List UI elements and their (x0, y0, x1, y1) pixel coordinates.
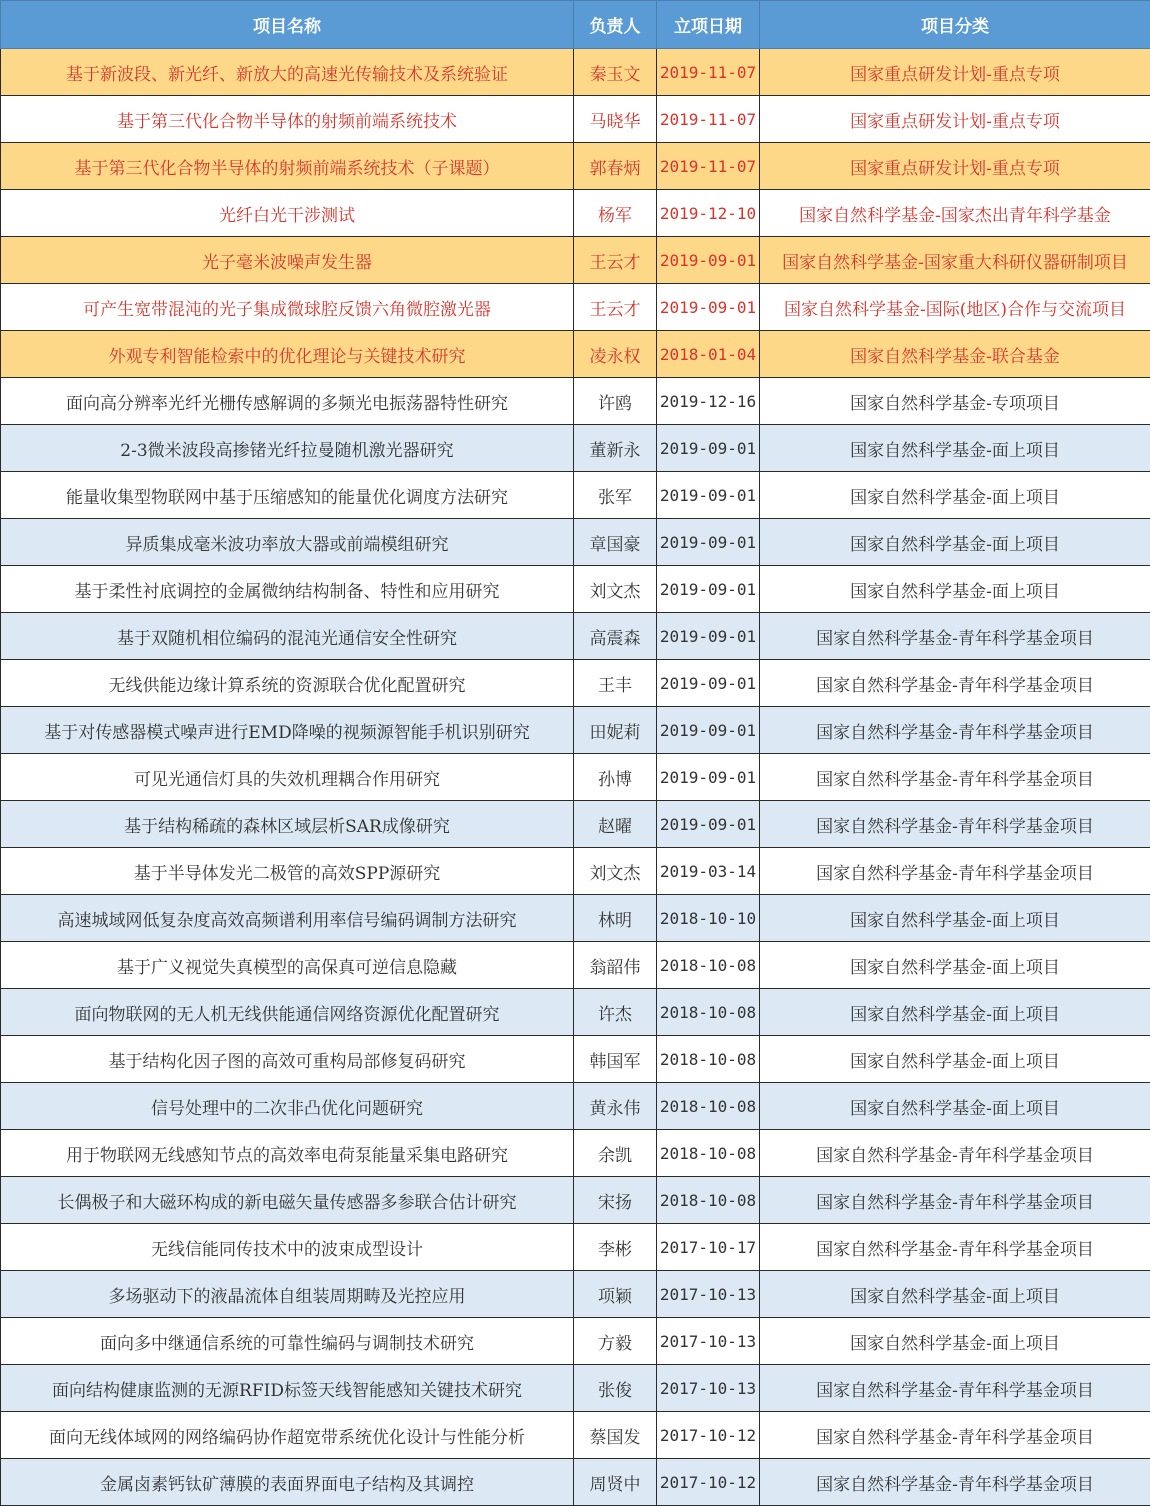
date-cell: 2019-09-01 (657, 284, 760, 331)
category-cell: 国家自然科学基金-青年科学基金项目 (760, 1365, 1150, 1412)
project-name-cell: 基于结构化因子图的高效可重构局部修复码研究 (1, 1036, 574, 1083)
date-cell: 2017-10-12 (657, 1412, 760, 1459)
category-cell: 国家自然科学基金-青年科学基金项目 (760, 613, 1150, 660)
owner-cell: 秦玉文 (574, 49, 657, 96)
owner-cell: 蔡国发 (574, 1412, 657, 1459)
date-cell: 2019-09-01 (657, 566, 760, 613)
project-name-cell: 面向高分辨率光纤光栅传感解调的多频光电振荡器特性研究 (1, 378, 574, 425)
owner-cell: 翁韶伟 (574, 942, 657, 989)
category-cell: 国家重点研发计划-重点专项 (760, 96, 1150, 143)
project-name-cell: 光纤白光干涉测试 (1, 190, 574, 237)
category-cell: 国家自然科学基金-专项项目 (760, 378, 1150, 425)
header-category: 项目分类 (760, 1, 1150, 49)
date-cell: 2018-10-08 (657, 1130, 760, 1177)
table-row (1, 284, 1150, 331)
owner-cell: 孙博 (574, 754, 657, 801)
owner-cell: 方毅 (574, 1318, 657, 1365)
date-cell: 2019-09-01 (657, 519, 760, 566)
table-row (1, 96, 1150, 143)
owner-cell: 田妮莉 (574, 707, 657, 754)
category-cell: 国家自然科学基金-面上项目 (760, 425, 1150, 472)
table-row (1, 1177, 1150, 1224)
owner-cell: 宋扬 (574, 1177, 657, 1224)
owner-cell: 董新永 (574, 425, 657, 472)
table-row (1, 1271, 1150, 1318)
date-cell: 2017-10-13 (657, 1318, 760, 1365)
owner-cell: 高震森 (574, 613, 657, 660)
project-name-cell: 基于半导体发光二极管的高效SPP源研究 (1, 848, 574, 895)
date-cell: 2018-10-08 (657, 1177, 760, 1224)
project-name-cell: 可产生宽带混沌的光子集成微球腔反馈六角微腔激光器 (1, 284, 574, 331)
date-cell: 2018-01-04 (657, 331, 760, 378)
owner-cell: 许鸥 (574, 378, 657, 425)
category-cell: 国家自然科学基金-青年科学基金项目 (760, 754, 1150, 801)
project-name-cell: 面向多中继通信系统的可靠性编码与调制技术研究 (1, 1318, 574, 1365)
header-date: 立项日期 (657, 1, 760, 49)
owner-cell: 黄永伟 (574, 1083, 657, 1130)
table-row (1, 49, 1150, 96)
project-name-cell: 基于新波段、新光纤、新放大的高速光传输技术及系统验证 (1, 49, 574, 96)
project-name-cell: 多场驱动下的液晶流体自组装周期畴及光控应用 (1, 1271, 574, 1318)
category-cell: 国家自然科学基金-面上项目 (760, 566, 1150, 613)
owner-cell: 李彬 (574, 1224, 657, 1271)
category-cell: 国家重点研发计划-重点专项 (760, 143, 1150, 190)
project-name-cell: 基于双随机相位编码的混沌光通信安全性研究 (1, 613, 574, 660)
owner-cell: 余凯 (574, 1130, 657, 1177)
category-cell: 国家自然科学基金-面上项目 (760, 1318, 1150, 1365)
date-cell: 2018-10-10 (657, 895, 760, 942)
owner-cell: 凌永权 (574, 331, 657, 378)
table-row (1, 519, 1150, 566)
date-cell: 2018-10-08 (657, 942, 760, 989)
category-cell: 国家自然科学基金-青年科学基金项目 (760, 1177, 1150, 1224)
table-row (1, 378, 1150, 425)
project-name-cell: 能量收集型物联网中基于压缩感知的能量优化调度方法研究 (1, 472, 574, 519)
owner-cell: 王云才 (574, 284, 657, 331)
table-row (1, 566, 1150, 613)
category-cell: 国家自然科学基金-青年科学基金项目 (760, 660, 1150, 707)
category-cell: 国家自然科学基金-青年科学基金项目 (760, 1224, 1150, 1271)
category-cell: 国家自然科学基金-国家杰出青年科学基金 (760, 190, 1150, 237)
owner-cell: 王云才 (574, 237, 657, 284)
header-project-name: 项目名称 (1, 1, 574, 49)
table-row (1, 1036, 1150, 1083)
table-row (1, 143, 1150, 190)
category-cell: 国家自然科学基金-青年科学基金项目 (760, 848, 1150, 895)
table-row (1, 1083, 1150, 1130)
project-name-cell: 可见光通信灯具的失效机理耦合作用研究 (1, 754, 574, 801)
owner-cell: 周贤中 (574, 1459, 657, 1506)
owner-cell: 郭春炳 (574, 143, 657, 190)
project-name-cell: 基于结构稀疏的森林区域层析SAR成像研究 (1, 801, 574, 848)
date-cell: 2017-10-17 (657, 1224, 760, 1271)
table-row (1, 1224, 1150, 1271)
project-name-cell: 用于物联网无线感知节点的高效率电荷泵能量采集电路研究 (1, 1130, 574, 1177)
table-row (1, 1130, 1150, 1177)
owner-cell: 刘文杰 (574, 566, 657, 613)
category-cell: 国家自然科学基金-青年科学基金项目 (760, 1130, 1150, 1177)
category-cell: 国家自然科学基金-青年科学基金项目 (760, 801, 1150, 848)
category-cell: 国家自然科学基金-面上项目 (760, 1083, 1150, 1130)
category-cell: 国家自然科学基金-面上项目 (760, 989, 1150, 1036)
table-row (1, 1459, 1150, 1506)
date-cell: 2019-09-01 (657, 754, 760, 801)
date-cell: 2017-10-13 (657, 1365, 760, 1412)
header-row (1, 1, 1150, 49)
project-name-cell: 高速城域网低复杂度高效高频谱利用率信号编码调制方法研究 (1, 895, 574, 942)
date-cell: 2018-10-08 (657, 989, 760, 1036)
owner-cell: 马晓华 (574, 96, 657, 143)
table-header (1, 1, 1150, 49)
category-cell: 国家自然科学基金-面上项目 (760, 895, 1150, 942)
date-cell: 2018-10-08 (657, 1083, 760, 1130)
project-name-cell: 2-3微米波段高掺锗光纤拉曼随机激光器研究 (1, 425, 574, 472)
owner-cell: 林明 (574, 895, 657, 942)
project-name-cell: 面向结构健康监测的无源RFID标签天线智能感知关键技术研究 (1, 1365, 574, 1412)
project-name-cell: 面向无线体域网的网络编码协作超宽带系统优化设计与性能分析 (1, 1412, 574, 1459)
table-row (1, 472, 1150, 519)
date-cell: 2019-12-16 (657, 378, 760, 425)
date-cell: 2019-03-14 (657, 848, 760, 895)
table-row (1, 660, 1150, 707)
date-cell: 2019-09-01 (657, 237, 760, 284)
date-cell: 2017-10-12 (657, 1459, 760, 1506)
owner-cell: 章国豪 (574, 519, 657, 566)
table-row (1, 237, 1150, 284)
date-cell: 2019-09-01 (657, 707, 760, 754)
table-row (1, 895, 1150, 942)
date-cell: 2018-10-08 (657, 1036, 760, 1083)
owner-cell: 杨军 (574, 190, 657, 237)
project-name-cell: 基于柔性衬底调控的金属微纳结构制备、特性和应用研究 (1, 566, 574, 613)
table-row (1, 942, 1150, 989)
table-row (1, 848, 1150, 895)
date-cell: 2019-09-01 (657, 472, 760, 519)
table-row (1, 801, 1150, 848)
table-row (1, 1365, 1150, 1412)
category-cell: 国家自然科学基金-国际(地区)合作与交流项目 (760, 284, 1150, 331)
project-name-cell: 无线信能同传技术中的波束成型设计 (1, 1224, 574, 1271)
date-cell: 2017-10-13 (657, 1271, 760, 1318)
date-cell: 2019-09-01 (657, 801, 760, 848)
date-cell: 2019-09-01 (657, 660, 760, 707)
category-cell: 国家自然科学基金-面上项目 (760, 472, 1150, 519)
category-cell: 国家自然科学基金-国家重大科研仪器研制项目 (760, 237, 1150, 284)
category-cell: 国家自然科学基金-青年科学基金项目 (760, 1459, 1150, 1506)
owner-cell: 刘文杰 (574, 848, 657, 895)
project-name-cell: 光子毫米波噪声发生器 (1, 237, 574, 284)
owner-cell: 项颖 (574, 1271, 657, 1318)
category-cell: 国家自然科学基金-联合基金 (760, 331, 1150, 378)
category-cell: 国家重点研发计划-重点专项 (760, 49, 1150, 96)
project-name-cell: 基于第三代化合物半导体的射频前端系统技术 (1, 96, 574, 143)
owner-cell: 赵曜 (574, 801, 657, 848)
project-name-cell: 信号处理中的二次非凸优化问题研究 (1, 1083, 574, 1130)
project-name-cell: 无线供能边缘计算系统的资源联合优化配置研究 (1, 660, 574, 707)
table-row (1, 190, 1150, 237)
table-row (1, 613, 1150, 660)
project-name-cell: 金属卤素钙钛矿薄膜的表面界面电子结构及其调控 (1, 1459, 574, 1506)
project-name-cell: 基于广义视觉失真模型的高保真可逆信息隐藏 (1, 942, 574, 989)
table-row (1, 1412, 1150, 1459)
date-cell: 2019-11-07 (657, 49, 760, 96)
owner-cell: 张俊 (574, 1365, 657, 1412)
category-cell: 国家自然科学基金-面上项目 (760, 519, 1150, 566)
date-cell: 2019-11-07 (657, 143, 760, 190)
header-owner: 负责人 (574, 1, 657, 49)
date-cell: 2019-12-10 (657, 190, 760, 237)
owner-cell: 韩国军 (574, 1036, 657, 1083)
table-row (1, 989, 1150, 1036)
category-cell: 国家自然科学基金-面上项目 (760, 942, 1150, 989)
project-name-cell: 基于第三代化合物半导体的射频前端系统技术（子课题） (1, 143, 574, 190)
date-cell: 2019-09-01 (657, 425, 760, 472)
project-name-cell: 基于对传感器模式噪声进行EMD降噪的视频源智能手机识别研究 (1, 707, 574, 754)
table-row (1, 425, 1150, 472)
owner-cell: 王丰 (574, 660, 657, 707)
project-name-cell: 异质集成毫米波功率放大器或前端模组研究 (1, 519, 574, 566)
owner-cell: 许杰 (574, 989, 657, 1036)
date-cell: 2019-09-01 (657, 613, 760, 660)
project-name-cell: 面向物联网的无人机无线供能通信网络资源优化配置研究 (1, 989, 574, 1036)
category-cell: 国家自然科学基金-面上项目 (760, 1271, 1150, 1318)
table-row (1, 1318, 1150, 1365)
category-cell: 国家自然科学基金-青年科学基金项目 (760, 1412, 1150, 1459)
table-row (1, 754, 1150, 801)
category-cell: 国家自然科学基金-面上项目 (760, 1036, 1150, 1083)
project-name-cell: 外观专利智能检索中的优化理论与关键技术研究 (1, 331, 574, 378)
table-row (1, 707, 1150, 754)
owner-cell: 张军 (574, 472, 657, 519)
category-cell: 国家自然科学基金-青年科学基金项目 (760, 707, 1150, 754)
table-body (1, 49, 1150, 1506)
table-row (1, 331, 1150, 378)
date-cell: 2019-11-07 (657, 96, 760, 143)
project-name-cell: 长偶极子和大磁环构成的新电磁矢量传感器多参联合估计研究 (1, 1177, 574, 1224)
